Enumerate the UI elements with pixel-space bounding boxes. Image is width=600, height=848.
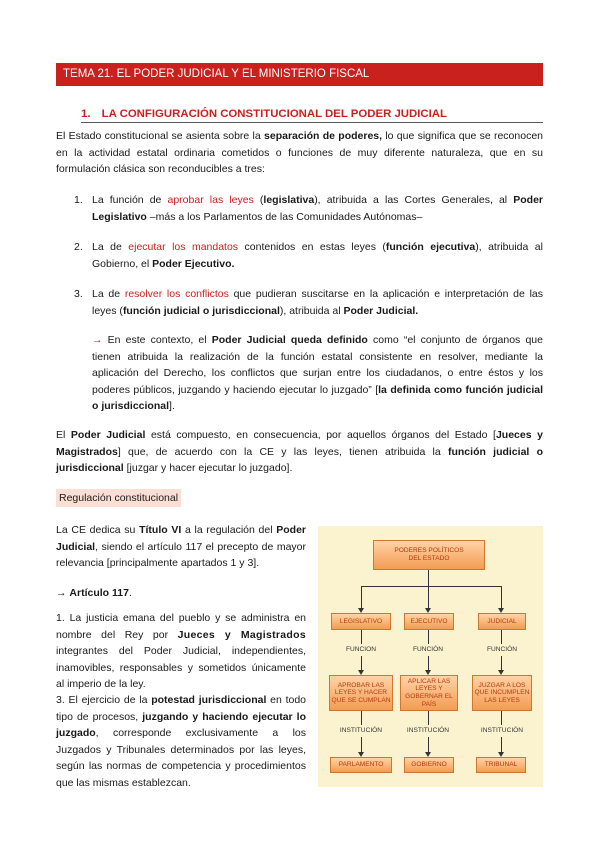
item-text: –más a los Parlamentos de las Comunidades Autónomas– (146, 210, 423, 223)
context-bold: la definida como función judicial o jurisdiccional (92, 383, 544, 413)
context-paragraph (92, 332, 543, 415)
diagram-top-label: PODERES POLÍTICOS DEL ESTADO (394, 547, 464, 562)
art-bold: juzgando y haciendo ejecutar lo juzgado (56, 710, 307, 740)
section-number: 1. (81, 108, 91, 120)
item-text: La función de (92, 194, 168, 206)
connector (361, 586, 502, 587)
item-highlight: resolver los conflictos (124, 288, 229, 300)
item-highlight: aprobar las leyes (167, 194, 254, 206)
item-bold: función ejecutiva (385, 241, 476, 253)
composition-paragraph (56, 427, 543, 477)
ce-bold: Título VI (139, 524, 182, 536)
institucion-label: INSTITUCIÓN (480, 727, 524, 734)
section-heading (81, 106, 543, 123)
context-bold: Poder Judicial queda definido (211, 334, 368, 346)
function-box (329, 675, 393, 711)
item-bold: Poder Judicial. (343, 304, 419, 317)
item-text: ), atribuida a las Cortes Generales, al (314, 194, 514, 206)
power-label: LEGISLATIVO (339, 617, 383, 625)
item-text: ), atribuida al (279, 304, 344, 317)
section-title: LA CONFIGURACIÓN CONSTITUCIONAL DEL PODER JUDICIAL (101, 108, 447, 120)
function-label: APLICAR LAS LEYES Y GOBERNAR EL PAÍS (405, 677, 453, 708)
connector (361, 586, 362, 609)
connector (361, 737, 362, 753)
institution-box (330, 757, 392, 773)
art-text: en todo tipo de procesos, (56, 694, 307, 723)
item-text: ), atribuida al Gobierno, el (92, 241, 543, 270)
connector (428, 656, 429, 671)
list-item (74, 239, 543, 272)
institucion-label: INSTITUCIÓN (406, 727, 450, 734)
institution-label: TRIBUNAL (484, 761, 518, 769)
arrow-icon: → (92, 334, 103, 346)
art-text: 3. El ejercicio de la (56, 694, 152, 706)
item-text: La de (92, 288, 125, 300)
function-box (400, 675, 458, 711)
list-number: 2. (74, 241, 83, 253)
context-text: ]. (169, 400, 175, 413)
arrow-icon: → (56, 587, 67, 599)
power-label: EJECUTIVO (410, 617, 448, 625)
power-box-judicial (478, 613, 526, 630)
funcion-label: FUNCIÓN (486, 646, 518, 653)
item-text: que pudieran suscitarse en la aplicación e interpretación de las leyes ( (92, 288, 543, 317)
institution-label: PARLAMENTO (338, 761, 384, 769)
powers-diagram (318, 526, 543, 787)
comp-text: ] que, de acuerdo con la CE y las leyes, tienen atribuida la (117, 445, 448, 458)
article-paragraph-1 (56, 610, 306, 693)
funcion-label: FUNCION (345, 646, 377, 653)
funcion-label: FUNCIÓN (412, 646, 444, 653)
art-bold: Jueces y Magistrados (177, 628, 306, 641)
institution-box (404, 757, 454, 773)
item-bold: función judicial o jurisdiccional (122, 304, 280, 317)
regulation-heading: Regulación constitucional (56, 489, 181, 507)
art-text: integrantes del Poder Judicial, independientes, inamovibles, responsables y sometidos únicamente al imperio de la ley. (56, 645, 306, 691)
article-label: Artículo 117 (69, 587, 129, 599)
power-box-legislativo (331, 613, 391, 630)
list-item (74, 286, 543, 319)
connector (428, 737, 429, 753)
connector (428, 586, 429, 609)
connector (361, 630, 362, 644)
connector (428, 630, 429, 644)
institucion-label: INSTITUCIÓN (339, 727, 383, 734)
connector (501, 630, 502, 644)
connector (428, 570, 429, 586)
context-text: como “el conjunto de órganos que tienen atribuida la realización de la función estatal consistente en resolver, mediante la aplicación del Derecho, los conflictos que surjan entre los ciudadanos, o entre éstos y los poderes públicos, juzgando y haciendo ejecutar lo juzgado” [ (92, 334, 543, 396)
list-item (74, 192, 543, 225)
item-bold: Poder Legislativo (92, 194, 543, 223)
institution-label: GOBIERNO (411, 761, 447, 769)
intro-bold: separación de poderes, (264, 130, 383, 142)
ce-text: a la regulación del (181, 524, 277, 536)
intro-paragraph (56, 128, 543, 178)
comp-bold: Poder Judicial (70, 429, 146, 441)
item-bold: Poder Ejecutivo. (152, 257, 235, 270)
connector (501, 711, 502, 725)
art-text: 1. La justicia emana del pueblo y se administra en nombre del Rey por (56, 612, 306, 641)
article-heading (56, 585, 306, 602)
function-box (472, 675, 532, 711)
ce-text: , siendo el artículo 117 el precepto de mayor relevancia [principalmente apartados 1 y 3]. (56, 540, 306, 570)
intro-text: El Estado constitucional se asienta sobre la (56, 130, 265, 142)
document-banner-title: TEMA 21. EL PODER JUDICIAL Y EL MINISTERIO FISCAL (56, 63, 543, 86)
comp-text: El (56, 429, 71, 441)
item-text: contenidos en estas leyes ( (238, 241, 386, 253)
comp-text: [juzgar y hacer ejecutar lo juzgado]. (123, 462, 293, 475)
article-dot: . (128, 587, 132, 599)
comp-bold: función judicial o jurisdiccional (56, 445, 543, 475)
connector (361, 656, 362, 671)
connector (361, 711, 362, 725)
list-number: 1. (74, 194, 83, 206)
context-text: En este contexto, el (102, 334, 212, 346)
connector (501, 586, 502, 609)
item-highlight: ejecutar los mandatos (128, 241, 239, 253)
connector (501, 737, 502, 753)
connector (501, 656, 502, 671)
item-text: ( (253, 194, 264, 206)
ce-bold: Poder Judicial (56, 524, 306, 553)
item-text: La de (92, 241, 129, 253)
art-bold: potestad jurisdiccional (151, 694, 267, 706)
comp-text: está compuesto, en consecuencia, por aquellos órganos del Estado [ (145, 429, 496, 441)
ce-paragraph (56, 522, 306, 572)
power-label: JUDICIAL (487, 617, 517, 625)
power-box-ejecutivo (404, 613, 454, 630)
item-bold: legislativa (263, 194, 315, 206)
ce-text: La CE dedica su (56, 524, 140, 536)
diagram-top-box (373, 540, 485, 570)
article-paragraph-3 (56, 692, 306, 792)
list-number: 3. (74, 288, 83, 300)
institution-box (476, 757, 526, 773)
connector (428, 711, 429, 725)
intro-text-2: lo que significa que se reconocen en la actividad estatal ordinaria cometidos o funciones de muy diferente naturaleza, que en su formulación clásica son reconducibles a tres: (56, 130, 544, 176)
art-text: , corresponde exclusivamente a los Juzgados y Tribunales determinados por las leyes, según las normas de competencia y procedimientos que las mismas establezcan. (56, 727, 306, 789)
function-label: APROBAR LAS LEYES Y HACER QUE SE CUMPLAN (331, 681, 391, 704)
comp-bold: Jueces y Magistrados (56, 429, 543, 458)
function-label: JUZGAR A LOS QUE INCUMPLEN LAS LEYES (474, 681, 530, 704)
